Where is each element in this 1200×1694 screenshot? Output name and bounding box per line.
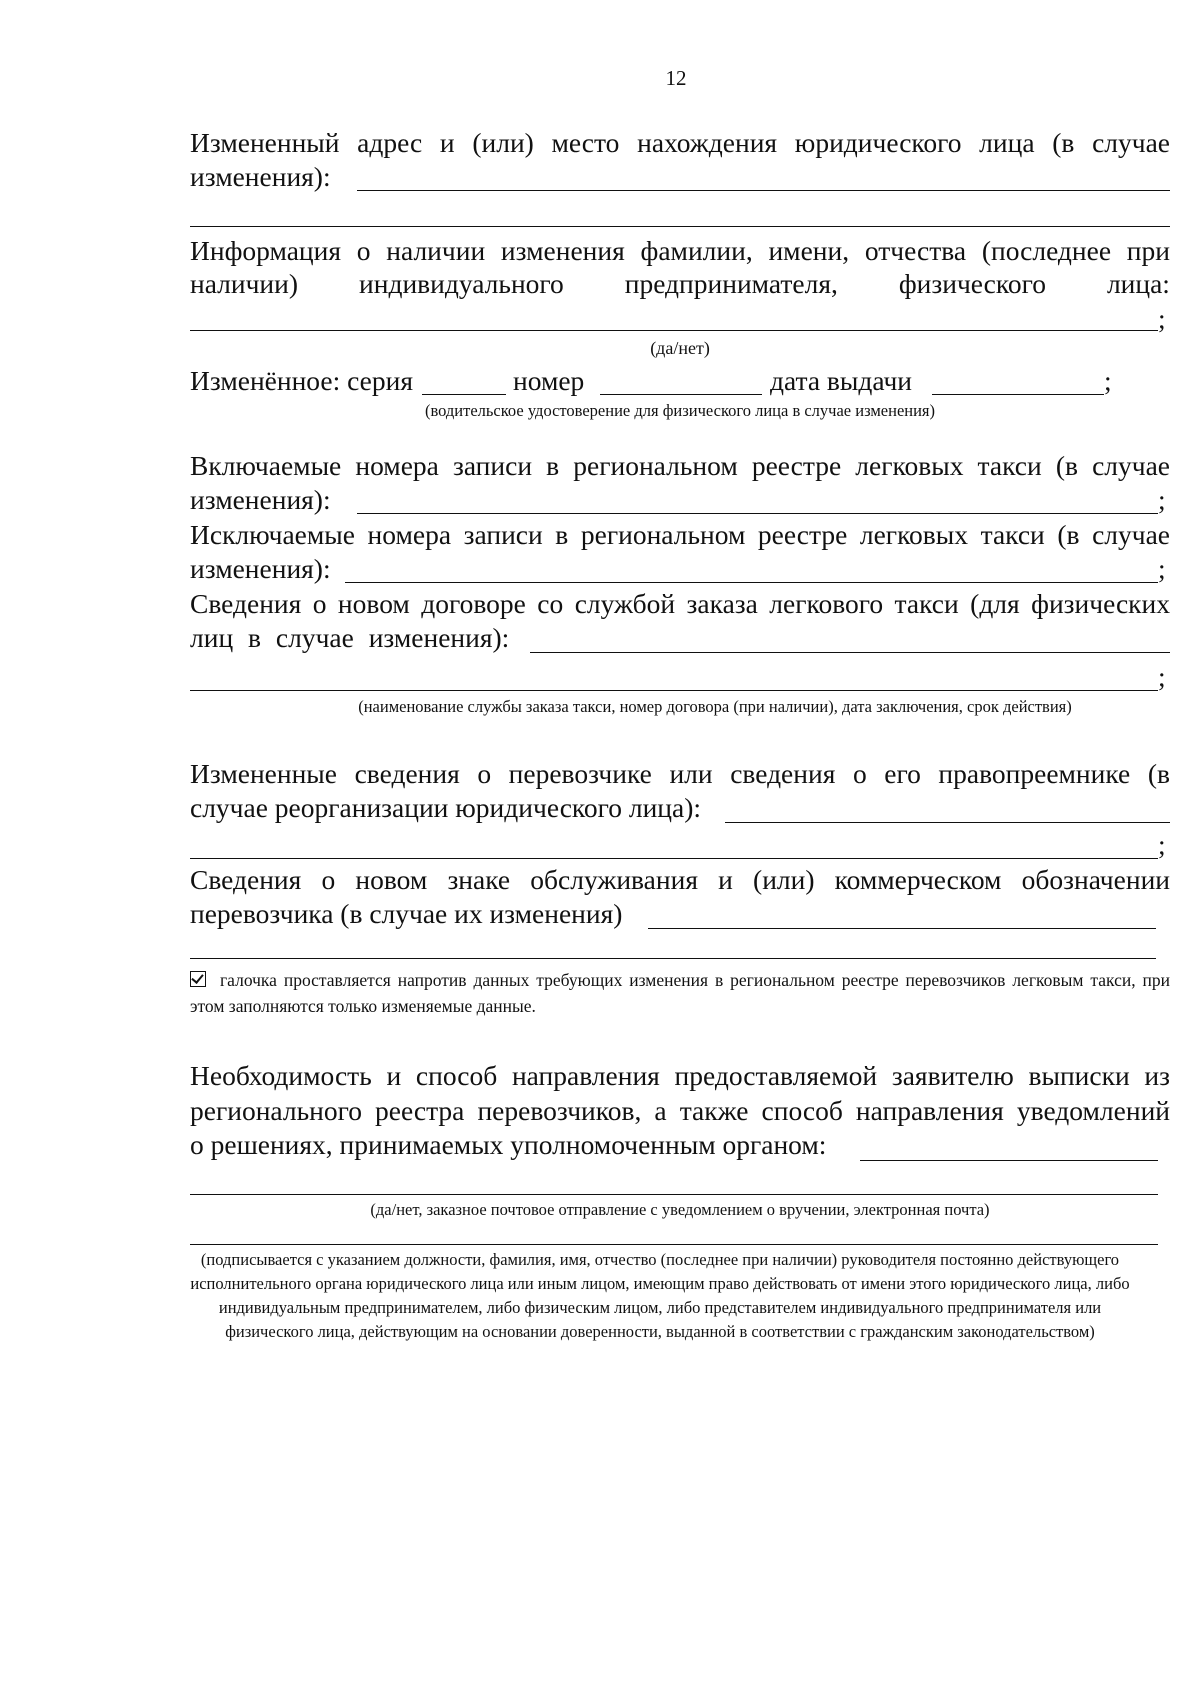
include-records-label-line2: изменения): [190, 484, 331, 515]
license-series-label: Изменённое: серия [190, 365, 413, 396]
name-change-label-line2 [190, 267, 1170, 301]
contract-field-line2[interactable] [190, 690, 1158, 691]
name-change-word: наличии) [190, 268, 299, 299]
name-change-word: предпринимателя, [624, 268, 838, 299]
service-mark-field-line1[interactable] [648, 928, 1156, 929]
license-date-label: дата выдачи [770, 365, 913, 396]
extract-label-line2: регионального реестра перевозчиков, а также способ направления уведомлений [190, 1095, 1170, 1126]
license-caption: (водительское удостоверение для физического лица в случае изменения) [424, 401, 936, 420]
contract-label-line2: лиц в случае изменения): [190, 622, 510, 653]
extract-label-line1: Необходимость и способ направления предоставляемой заявителю выписки из [190, 1060, 1170, 1091]
address-field-line2[interactable] [190, 226, 1170, 227]
signature-caption: (подписывается с указанием должности, фамилия, имя, отчество (последнее при наличии) руководителя постоянно действующего исполнительного органа юридического лица или иным лицом, имеющим право действовать от имени этого юридического лица, либо индивидуальным предпринимателем, либо физическим лицом, либо представителем индивидуального предпринимателя или физического лица, действующим на основании доверенности, выданной в соответствии с гражданским законодательством) [190, 1250, 1130, 1341]
contract-caption: (наименование службы заказа такси, номер договора (при наличии), дата заключения, срок действия) [358, 697, 1072, 716]
service-mark-label-line1: Сведения о новом знаке обслуживания и (или) коммерческом обозначении [190, 864, 1170, 895]
license-number-field[interactable] [600, 394, 762, 395]
note-block [190, 967, 1170, 1019]
extract-field-line1[interactable] [860, 1160, 1158, 1161]
carrier-field-line2[interactable] [190, 858, 1158, 859]
license-number-label: номер [513, 365, 585, 396]
name-change-word: физического [898, 268, 1046, 299]
address-label-line1: Измененный адрес и (или) место нахождения юридического лица (в случае [190, 127, 1170, 158]
extract-caption: (да/нет, заказное почтовое отправление с уведомлением о вручении, электронная почта) [370, 1200, 990, 1219]
carrier-label-line2: случае реорганизации юридического лица): [190, 792, 702, 823]
name-change-caption: (да/нет) [650, 338, 710, 358]
name-change-semicolon: ; [1158, 303, 1166, 334]
contract-field-line1[interactable] [530, 652, 1170, 653]
service-mark-field-line2[interactable] [190, 958, 1156, 959]
signature-field[interactable] [190, 1244, 1158, 1245]
include-records-semicolon: ; [1158, 484, 1166, 515]
exclude-records-field[interactable] [345, 582, 1158, 583]
include-records-field[interactable] [357, 513, 1158, 514]
page-number: 12 [665, 66, 687, 90]
extract-label-line3: о решениях, принимаемых уполномоченным органом: [190, 1129, 827, 1160]
contract-label-line1: Сведения о новом договоре со службой заказа легкового такси (для физических [190, 588, 1170, 619]
extract-field-line2[interactable] [190, 1194, 1158, 1195]
name-change-label-line1: Информация о наличии изменения фамилии, имени, отчества (последнее при [190, 235, 1170, 266]
exclude-records-label-line2: изменения): [190, 553, 331, 584]
contract-semicolon: ; [1158, 661, 1166, 692]
carrier-label-line1: Измененные сведения о перевозчике или сведения о его правопреемнике (в [190, 758, 1170, 789]
name-change-word: лица: [1106, 268, 1170, 299]
license-semicolon: ; [1104, 365, 1112, 396]
name-change-word: индивидуального [359, 268, 564, 299]
service-mark-label-line2: перевозчика (в случае их изменения) [190, 898, 623, 929]
address-field-line1[interactable] [357, 190, 1170, 191]
exclude-records-label-line1: Исключаемые номера записи в региональном реестре легковых такси (в случае [190, 519, 1170, 550]
include-records-label-line1: Включаемые номера записи в региональном реестре легковых такси (в случае [190, 450, 1170, 481]
license-date-field[interactable] [932, 394, 1104, 395]
license-series-field[interactable] [422, 394, 506, 395]
carrier-field-line1[interactable] [725, 822, 1170, 823]
carrier-semicolon: ; [1158, 829, 1166, 860]
address-label-line2: изменения): [190, 161, 331, 192]
exclude-records-semicolon: ; [1158, 553, 1166, 584]
name-change-field[interactable] [190, 330, 1158, 331]
checkbox-icon [190, 971, 206, 987]
note-text: галочка проставляется напротив данных требующих изменения в региональном реестре перевозчиков легковым такси, при этом заполняются только изменяемые данные. [190, 970, 1170, 1016]
